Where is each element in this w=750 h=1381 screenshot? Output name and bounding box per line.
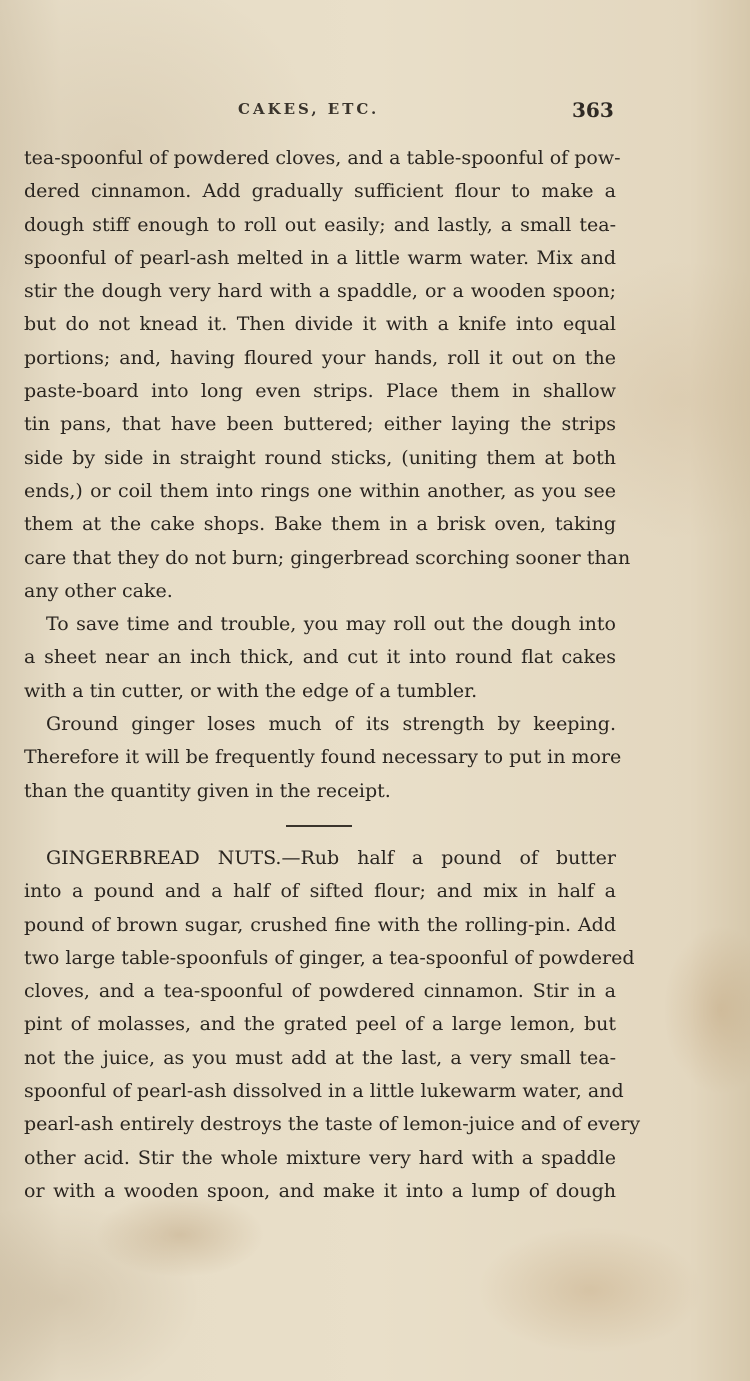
text-line: GINGERBREAD NUTS.—Rub half a pound of butter <box>46 847 616 869</box>
text-line: paste-board into long even strips. Place them in shallow <box>24 380 616 403</box>
text-line: into a pound and a half of sifted flour; and mix in half a <box>24 880 616 903</box>
text-line: dered cinnamon. Add gradually sufficient flour to make a <box>24 180 616 203</box>
text-line: but do not knead it. Then divide it with a knife into equal <box>24 313 616 336</box>
text-line: two large table-spoonfuls of ginger, a tea-spoonful of powdered <box>24 946 635 969</box>
text-line: tea-spoonful of powdered cloves, and a table-spoonful of pow- <box>24 147 621 169</box>
text-line: not the juice, as you must add at the last, a very small tea- <box>24 1046 616 1069</box>
running-head-title: CAKES, ETC. <box>238 100 380 118</box>
text-line: stir the dough very hard with a spaddle, or a wooden spoon; <box>24 280 616 303</box>
text-line: them at the cake shops. Bake them in a brisk oven, taking <box>24 513 616 536</box>
text-line: than the quantity given in the receipt. <box>24 779 391 802</box>
text-line: with a tin cutter, or with the edge of a tumbler. <box>24 679 478 702</box>
text-line: ends,) or coil them into rings one within another, as you see <box>24 479 616 502</box>
text-line: spoonful of pearl-ash melted in a little warm water. Mix and <box>24 246 616 269</box>
text-line: dough stiff enough to roll out easily; and lastly, a small tea- <box>24 213 616 236</box>
text-line: Therefore it will be frequently found necessary to put in more <box>24 746 622 769</box>
text-line: pearl-ash entirely destroys the taste of lemon-juice and of every <box>24 1113 641 1136</box>
section-divider <box>286 825 352 827</box>
text-line: tin pans, that have been buttered; either laying the strips <box>24 413 616 436</box>
text-line: cloves, and a tea-spoonful of powdered cinnamon. Stir in a <box>24 980 616 1003</box>
text-line: spoonful of pearl-ash dissolved in a little lukewarm water, and <box>24 1080 624 1103</box>
text-line: pint of molasses, and the grated peel of a large lemon, but <box>24 1013 616 1036</box>
text-line: care that they do not burn; gingerbread scorching sooner than <box>24 546 631 569</box>
text-line: or with a wooden spoon, and make it into a lump of dough <box>24 1179 616 1202</box>
body-text-section-1 <box>24 142 631 808</box>
text-line: portions; and, having floured your hands, roll it out on the <box>24 346 616 369</box>
text-line: pound of brown sugar, crushed fine with the rolling-pin. Add <box>24 913 616 936</box>
text-line: side by side in straight round sticks, (uniting them at both <box>24 446 616 469</box>
text-line: a sheet near an inch thick, and cut it into round flat cakes <box>24 646 616 669</box>
text-line: other acid. Stir the whole mixture very hard with a spaddle <box>24 1146 616 1169</box>
body-text-section-2 <box>24 842 641 1208</box>
text-line: To save time and trouble, you may roll out the dough into <box>46 613 616 636</box>
text-line: Ground ginger loses much of its strength by keeping. <box>46 713 616 736</box>
text-line: any other cake. <box>24 579 173 602</box>
page-number: 363 <box>572 98 614 122</box>
running-head <box>0 98 750 126</box>
